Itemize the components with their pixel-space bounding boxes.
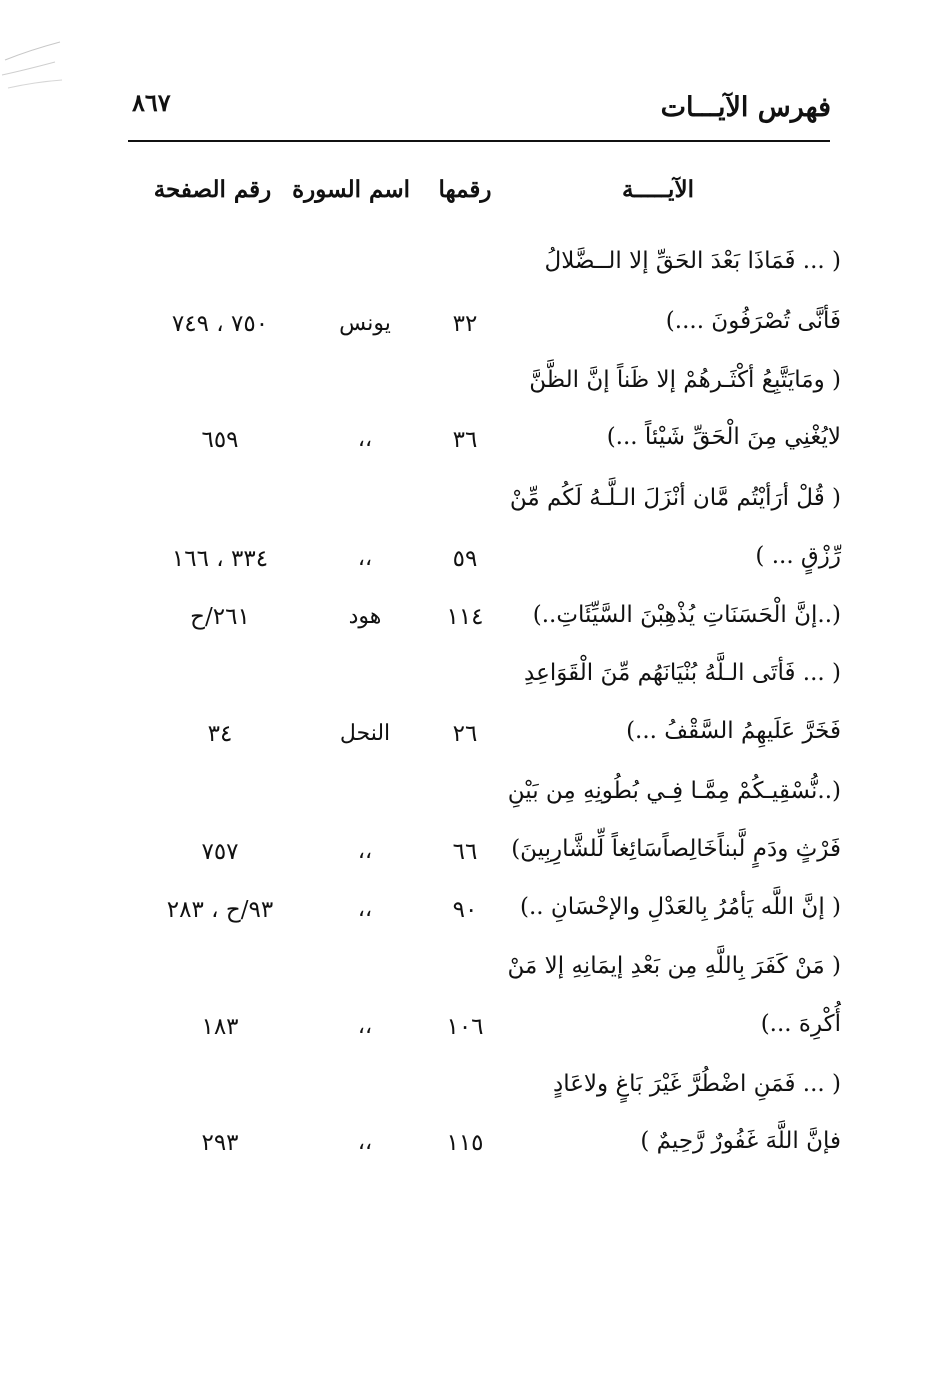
page-number: ٨٦٧ — [132, 88, 171, 117]
verse-line: فَرْثٍ ودَمٍ لَّبناًخَالِصاًسَائِغاً لِّلشَّارِبِينَ) — [511, 836, 841, 862]
page-reference: ٩٣/ح ، ٢٨٣ — [166, 897, 274, 923]
verse-line: ( إنَّ اللَّه يَأمُرُ بِالعَدْلِ والإحْسَانِ ..) — [519, 894, 841, 920]
page-reference: ٢٦١/ح — [190, 604, 250, 630]
column-header-page: رقم الصفحة — [153, 176, 272, 203]
surah-name: ،، — [357, 839, 373, 864]
page-reference: ٣٣٤ ، ١٦٦ — [171, 546, 269, 572]
verse-line: فَأنَّى تُصْرَفُونَ ....) — [665, 308, 841, 334]
verse-number: ٢٦ — [452, 721, 478, 747]
verse-line: ( ... فَمَاذَا بَعْدَ الحَقِّ إلا الــضَّلالُ — [544, 248, 841, 274]
surah-name: النحل — [339, 721, 391, 746]
page-reference: ٣٤ — [207, 721, 233, 747]
surah-name: ،، — [357, 427, 373, 452]
verse-number: ٩٠ — [452, 897, 478, 923]
verse-line: ( ومَايَتَّبِعُ أكْثَـرهُمْ إلا ظَناً إنَّ الظَّنَّ — [529, 367, 841, 393]
verse-line: رِّزْقٍ ... ) — [755, 543, 841, 569]
verse-number: ٣٦ — [452, 427, 478, 453]
verse-line: فإنَّ اللَّهَ غَفُورٌ رَّحِيمٌ ) — [640, 1128, 841, 1154]
header-rule — [128, 140, 830, 142]
page-reference: ٧٥٧ — [201, 839, 239, 865]
surah-name: ،، — [357, 897, 373, 922]
verse-line: ( قُلْ أرَأيْتُم مَّان أنْزَلَ الـلَّـهُ لَكُم مِّنْ — [509, 485, 841, 511]
verse-line: لايُغْنِي مِنَ الْحَقِّ شَيْئاً ...) — [606, 424, 841, 450]
verse-line: (..نُّسْقِيـكُمْ مِمَّـا فِـي بُطُونِهِ مِن بَيْنِ — [507, 778, 841, 804]
page-reference: ٢٩٣ — [201, 1130, 239, 1156]
surah-name: ،، — [357, 546, 373, 571]
page-reference: ٧٥٠ ، ٧٤٩ — [171, 311, 269, 337]
verse-number: ١١٤ — [446, 604, 484, 630]
verse-number: ٣٢ — [452, 311, 478, 337]
verse-line: ( ... فَمَنِ اضْطُرَّ غَيْرَ بَاغٍ ولاعَادٍ — [552, 1071, 841, 1097]
surah-name: يونس — [339, 311, 391, 336]
verse-number: ١٠٦ — [446, 1014, 484, 1040]
column-header-verse: الآيـــــة — [622, 176, 694, 203]
verse-number: ١١٥ — [446, 1130, 484, 1156]
verse-number: ٦٦ — [452, 839, 478, 865]
verse-line: (..إنَّ الْحَسَنَاتِ يُذْهِبْنَ السَّيِّئَاتِ..) — [532, 602, 841, 628]
verse-line: ( ... فَأتَى الـلَّهُ بُنْيَانَهُم مِّنَ الْقَوَاعِدِ — [524, 660, 841, 686]
surah-name: ،، — [357, 1014, 373, 1039]
column-header-surah: اسم السورة — [292, 176, 410, 203]
verse-line: أُكْرِهَ ...) — [760, 1011, 841, 1037]
verse-number: ٥٩ — [452, 546, 478, 572]
scan-marks — [0, 20, 70, 100]
page-reference: ١٨٣ — [201, 1014, 239, 1040]
surah-name: هود — [348, 604, 382, 629]
page-reference: ٦٥٩ — [201, 427, 239, 453]
column-header-number: رقمها — [438, 176, 492, 203]
running-title: فهرس الآيـــات — [660, 92, 831, 123]
surah-name: ،، — [357, 1130, 373, 1155]
verse-line: فَخَرَّ عَلَيهِمُ السَّقْفُ ...) — [626, 718, 841, 744]
verse-line: ( مَنْ كَفَرَ بِاللَّهِ مِن بَعْدِ إيمَانِهِ إلا مَنْ — [507, 953, 841, 979]
